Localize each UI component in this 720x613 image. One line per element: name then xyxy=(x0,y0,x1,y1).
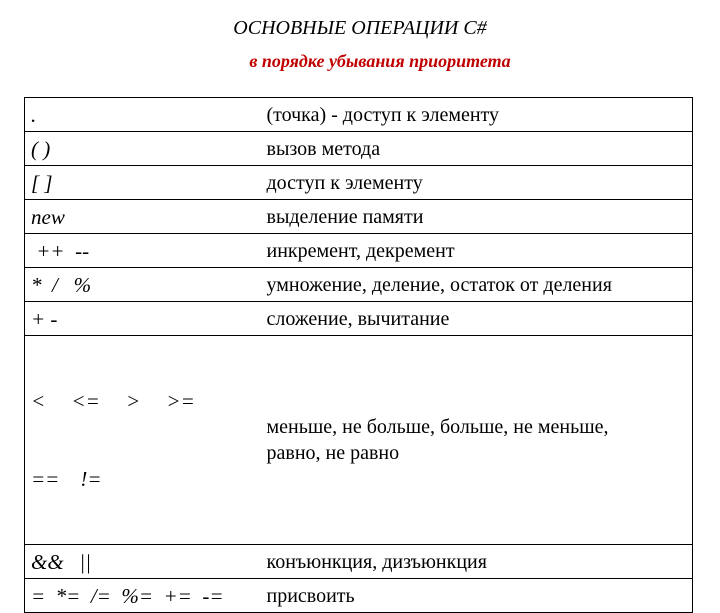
operator-cell: [ ] xyxy=(25,166,261,200)
table-row xyxy=(25,132,693,166)
table-row xyxy=(25,234,693,268)
table-row xyxy=(25,302,693,336)
operator-line: < <= > >= xyxy=(31,389,195,413)
description-cell: выделение памяти xyxy=(261,200,693,234)
table-row xyxy=(25,336,693,545)
operator-cell: . xyxy=(25,98,261,132)
description-cell: инкремент, декремент xyxy=(261,234,693,268)
description-line: меньше, не больше, больше, не меньше, xyxy=(266,416,609,438)
operator-cell xyxy=(25,336,261,545)
description-cell: вызов метода xyxy=(261,132,693,166)
operator-cell: + - xyxy=(25,302,261,336)
operators-table xyxy=(24,97,693,613)
operator-cell: = *= /= %= += -= xyxy=(31,583,224,608)
operator-cell: ( ) xyxy=(25,132,261,166)
table-row xyxy=(25,200,693,234)
description-cell: сложение, вычитание xyxy=(261,302,693,336)
description-cell xyxy=(261,336,693,545)
operator-cell: ++ -- xyxy=(25,234,261,268)
description-cell: присвоить xyxy=(266,584,355,607)
operator-cell: && || xyxy=(25,545,261,579)
operator-cell: * / % xyxy=(25,268,261,302)
table-row xyxy=(25,98,693,132)
page-title: ОСНОВНЫЕ ОПЕРАЦИИ C# xyxy=(233,17,487,39)
operator-line: == != xyxy=(31,467,102,491)
table-row xyxy=(25,545,693,579)
table-row xyxy=(25,268,693,302)
description-cell: доступ к элементу xyxy=(261,166,693,200)
description-cell: (точка) - доступ к элементу xyxy=(261,98,693,132)
description-line: равно, не равно xyxy=(266,442,400,464)
table-row xyxy=(25,166,693,200)
description-cell: конъюнкция, дизъюнкция xyxy=(261,545,693,579)
operator-cell: new xyxy=(25,200,261,234)
table-row xyxy=(25,579,693,613)
description-cell: умножение, деление, остаток от деления xyxy=(261,268,693,302)
page-subtitle: в порядке убывания приоритета xyxy=(249,51,511,71)
